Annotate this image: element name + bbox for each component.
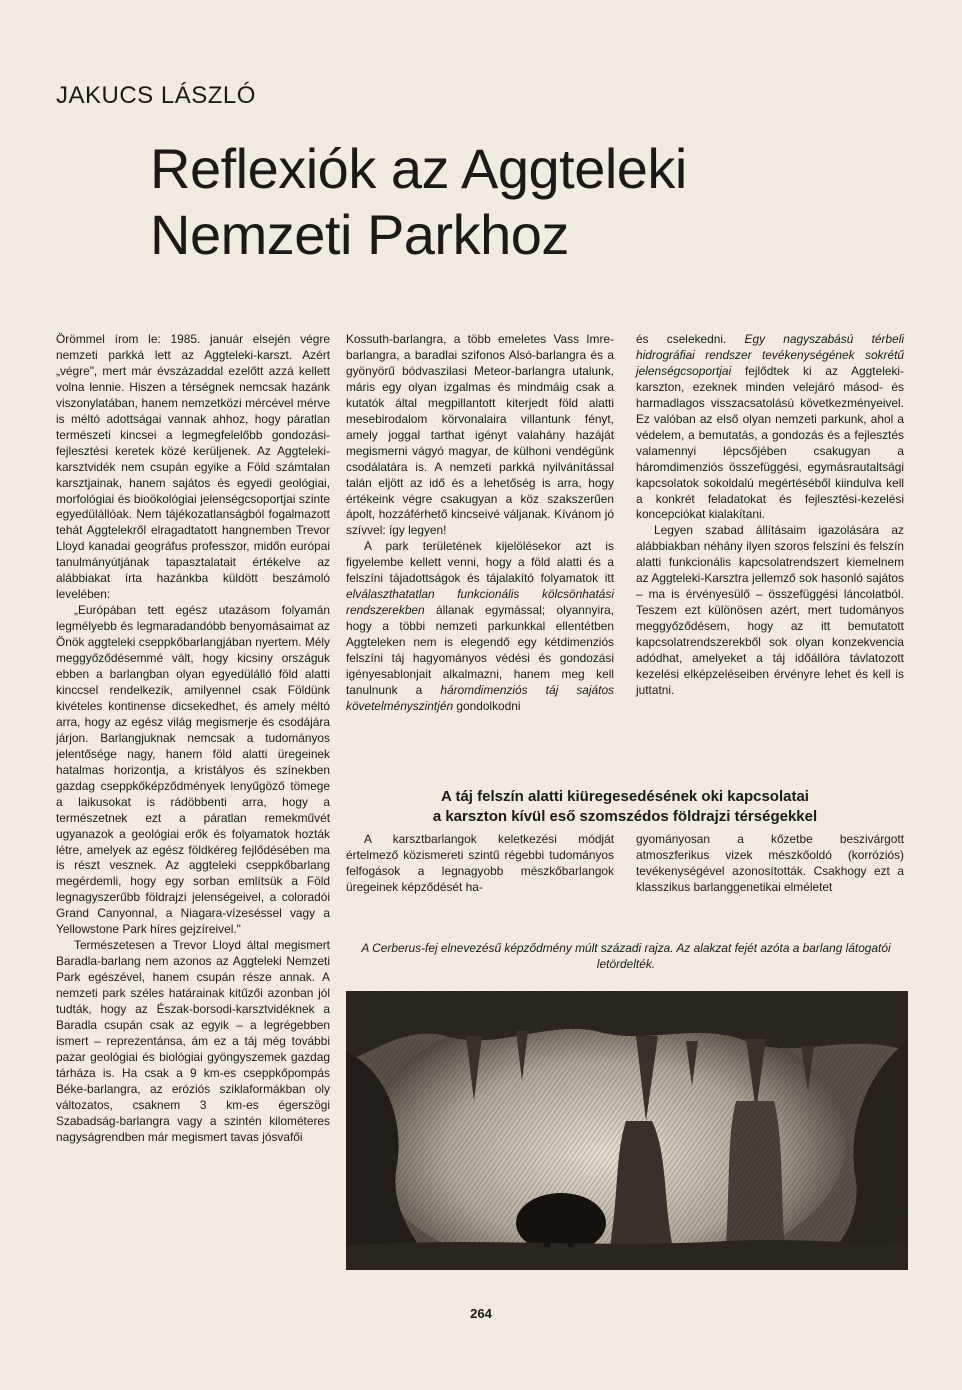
author-name: JAKUCS LÁSZLÓ — [56, 82, 256, 109]
page-number: 264 — [470, 1306, 492, 1321]
section-heading-line-2: a karszton kívül eső szomszédos földrajzi térségekkel — [432, 808, 818, 825]
italic-run: háromdimenziós táj sajátos követelményszintjén — [346, 682, 614, 713]
section-heading — [346, 787, 904, 827]
text-column-2 — [346, 332, 614, 715]
text-run: és cselekedni. — [636, 332, 745, 346]
article-title: Reflexiók az Aggteleki Nemzeti Parkhoz — [150, 137, 687, 266]
text-run: gondolkodni — [453, 698, 521, 713]
figure-caption: A Cerberus-fej elnevezésű képződmény múlt századi rajza. Az alakzat fejét azóta a barlang látogatói letördelték. — [361, 941, 891, 971]
paragraph: Kossuth-barlangra, a több emeletes Vass Imre-barlangra, a baradlai szifonos Alsó-barlangra és a gyönyörű bódvaszilasi Meteor-barlangra utalunk, máris egy olyan izgalmas és mindmáig csak a kutatók által megpillantott kiterjedt föld alatti mesebirodalom körvonalaira villantunk fényt, amely joggal tarthat igényt valahány hazáját megismerni vágyó magyar, de külhoni vendégünk csodálatára is. A nemzeti parkká nyilvánítással talán eljött az idő és a lehetőség is arra, hogy értékeink végre csakugyan a köz szakszerűen ápolt, hozzáférhető kincseivé váljanak. Kívánom jó szívvel: így legyen! — [346, 332, 614, 538]
text-column-1 — [56, 332, 330, 1146]
paragraph — [636, 332, 904, 523]
text-run: fejlődtek ki az Aggteleki-karszton, ezeknek minden velejáró másod- és harmadlagos visszacsatolású következményeivel. Ez valóban az első olyan nemzeti parkunk, ahol a védelem, a bemutatás, a gondozás és a fejlesztés valamennyi lépcsőjében csakugyan a háromdimenziós összefüggési, egymásrautaltsági kapcsolatok sokoldalú megértéséből kiindulva kell a konkrét feladatokat és fejlesztési-kezelési koncepciókat kialakítani. — [636, 363, 904, 522]
paragraph: Örömmel írom le: 1985. január elsején végre nemzeti parkká lett az Aggteleki-karszt. Azért „végre", mert már évszázaddal ezelőtt azzá kellett volna lennie. Hiszen a térségnek nemcsak hazánk viszonylatában, hanem nemzetközi mércével mérve is méltó adottságai vannak ahhoz, hogy páratlan természeti kincsei a legmegfelelőbb gondozási-fejlesztési keretek közé kerüljenek. Az Aggteleki-karsztvidék nem csupán egyike a Föld számtalan karsztjainak, hanem sajátos és egyedi geológiai, morfológiai és bioökológiai jelenségcsoportjai szinte egyedülállóak. Nem tájékozatlanságból fogalmazott tehát Aggtelekről elragadtatott hangnemben Trevor Lloyd kanadai geográfus professzor, midőn európai tanulmányútjának tapasztalatait értékelve az alábbiakat írta hazánkba küldött beszámoló levelében: — [56, 332, 330, 602]
paragraph — [346, 539, 614, 714]
paragraph: Legyen szabad állításaim igazolására az alábbiakban néhány ilyen szoros felszíni és felszín alatti funkcionális kapcsolatrendszert kiemelnem az Aggteleki-Karsztra jellemző sok hasonló sajátos – ma is érvényesülő – összefüggési láncolatból. Teszem ezt különösen azért, mert tudományos meggyőződésem, hogy az itt bemutatott kapcsolatrendszerekből sok olyan konzekvencia adódhat, amelyeket a táj időállóra távlatozott kezelési elképzeléseiben érvényre lehet és kell is juttatni. — [636, 523, 904, 697]
text-run: állanak egymással; olyannyira, hogy a többi nemzeti parkunkkal ellentétben Aggteleken nem is elegendő egy kétdimenziós felszíni táj hagyományos védési és gondozási igényesablonjait alkalmazni, hanem meg kell tanulnunk a — [346, 603, 614, 697]
italic-run: elválaszthatatlan funkcionális kölcsönhatási rendszerekben — [346, 587, 614, 618]
text-column-5 — [636, 832, 904, 896]
paragraph: gyományosan a kőzetbe beszivárgott atmoszferikus vizek mészkőoldó (korróziós) tevékenységével azonosították. Csakhogy ezt a klasszikus barlanggenetikai elméletet — [636, 832, 904, 894]
text-column-3 — [636, 332, 904, 699]
text-run: A park területének kijelölésekor azt is figyelembe kellett venni, hogy a föld alatti és a felszíni tájadottságok és tájalakító folyamatok itt — [346, 539, 614, 586]
paragraph: Természetesen a Trevor Lloyd által megismert Baradla-barlang nem azonos az Aggteleki Nemzeti Park egészével, hanem csupán része annak. A nemzeti park széles határainak kitűzői azonban jól tudták, hogy az Észak-borsodi-karsztvidéknek a Baradla csupán csak az egyik – a legrégebben ismert – reprezentánsa, ám ez a táj még további pazar geológiai és biológiai gyöngyszemek gazdag tárháza is. Ha csak a 9 km-es cseppkőpompás Béke-barlangra, az eróziós sziklaformákban oly változatos, csaknem 3 km-es égerszögi Szabadság-barlangra vagy a szintén kilométeres nagyságrendben már megismert tavas jósvafői — [56, 938, 330, 1144]
italic-run: Egy nagyszabású térbeli hidrográfiai rendszer tevékenységének sokrétű jelenségcsoportjai — [636, 332, 904, 378]
paragraph: A karsztbarlangok keletkezési módját értelmező közismereti szintű régebbi tudományos felfogások a legnagyobb mészkőbarlangok üregeinek képződését ha- — [346, 832, 614, 894]
text-column-4 — [346, 832, 614, 896]
quote-paragraph: „Európában tett egész utazásom folyamán legmélyebb és legmaradandóbb benyomásaimat az Önök aggteleki cseppkőbarlangjában nyertem. Mély meggyőződésemmé vált, hogy kicsiny országuk ebben a barlangban olyan egyedülálló föld alatti kinccsel rendelkezik, amilyennel csak Földünk kivételes kontinense dicsekedhet, és amely méltó arra, hogy az egész világ megismerje és csodájára járjon. Barlangjuknak nemcsak a tudományos jelentősége nagy, hanem föld alatti üregeinek hatalmas horizontja, a kristályos és színekben gazdag cseppkőképződmények lenyűgöző tömege a laikusokat is rádöbbenti arra, hogy a természetnek ezt a páratlan remekművét ugyanazok a geológiai erők és folyamatok hozták létre, amelyek az egész földkéreg fejlődésében ma is részt vesznek. Az aggteleki cseppkőbarlang megérdemli, hogy egy sorban említsük a Föld legnagyszerűbb földrajzi jelenségeivel, a coloradói Grand Canyonnal, a Niagara-vízeséssel vagy a Yellowstone Park híres gejzíreivel." — [56, 603, 330, 937]
cave-illustration — [346, 991, 908, 1270]
section-heading-line-1: A táj felszín alatti kiüregesedésének oki kapcsolatai — [441, 788, 809, 805]
